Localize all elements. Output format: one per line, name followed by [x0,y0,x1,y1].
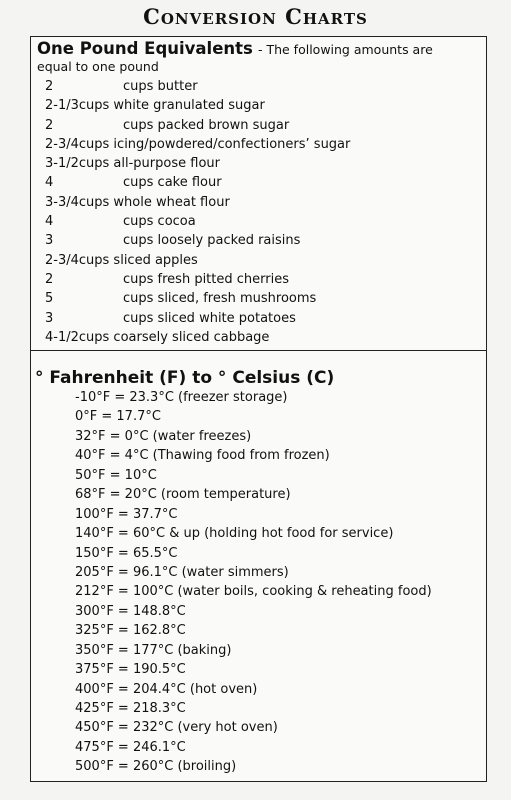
amount: 4 [45,214,54,230]
list-item: 50°F = 10°C [75,467,157,483]
amount: 5 [45,291,54,307]
page-title: Conversion Charts [143,4,368,29]
list-item: -10°F = 23.3°C (freezer storage) [75,390,288,405]
temperature-list [75,388,482,777]
list-item: 300°F = 148.8°C [75,603,186,619]
list-item: 0°F = 17.7°C [75,409,161,425]
amount: 3-3/4cups [45,194,110,210]
item: whole wheat flour [109,194,230,210]
item: icing/powdered/confectioners’ sugar [109,136,351,152]
list-item [45,328,480,347]
list-item [45,231,480,250]
amount: 2-1/3cups [45,98,110,114]
item: cups packed brown sugar [123,117,290,133]
list-item: 100°F = 37.7°C [75,506,178,522]
equivalents-list [45,77,480,347]
list-item: 325°F = 162.8°C [75,623,186,639]
amount: 2 [45,79,54,94]
list-item: 32°F = 0°C (water freezes) [75,428,252,444]
section-subtitle-continued: equal to one pound [37,59,159,74]
list-item [45,135,480,154]
list-item [45,309,480,328]
section-title: One Pound Equivalents [37,39,253,58]
list-item: 150°F = 65.5°C [75,545,178,561]
item: coarsely sliced cabbage [109,329,270,345]
list-item [45,173,480,192]
list-item [45,212,480,231]
amount: 4 [45,175,54,191]
list-item: 400°F = 204.4°C (hot oven) [75,681,258,697]
list-item [45,154,480,173]
amount: 2 [45,271,54,287]
item: cups loosely packed raisins [123,233,301,249]
list-item [45,193,480,212]
amount: 3 [45,310,54,326]
item: cups fresh pitted cherries [123,271,289,287]
list-item [45,116,480,135]
item: cups sliced white potatoes [123,310,296,326]
section-title: ° Fahrenheit (F) to ° Celsius (C) [35,368,335,388]
list-item [45,289,480,308]
amount: 3 [45,233,54,249]
list-item: 425°F = 218.3°C [75,701,186,716]
amount: 2-3/4cups [45,136,110,152]
item: cups sliced, fresh mushrooms [123,291,317,307]
list-item [45,251,480,270]
item: cups cocoa [123,214,196,230]
section-subtitle: - The following amounts are [257,42,433,57]
list-item: 212°F = 100°C (water boils, cooking & reheating food) [75,584,432,600]
list-item: 140°F = 60°C & up (holding hot food for service) [75,526,394,542]
amount: 4-1/2cups [45,329,110,345]
amount: 2-3/4cups [45,252,110,268]
item: cups butter [123,79,198,94]
list-item: 40°F = 4°C (Thawing food from frozen) [75,448,330,464]
item: cups cake flour [123,175,222,191]
temperature-conversion-section [30,350,487,782]
list-item: 500°F = 260°C (broiling) [75,759,237,775]
item: all-purpose flour [109,156,220,172]
amount: 2 [45,117,54,133]
list-item: 375°F = 190.5°C [75,662,186,678]
list-item: 350°F = 177°C (baking) [75,642,232,658]
list-item [45,77,480,96]
list-item: 450°F = 232°C (very hot oven) [75,720,278,736]
one-pound-equivalents-section [30,36,487,352]
amount: 3-1/2cups [45,156,110,172]
list-item: 68°F = 20°C (room temperature) [75,487,291,503]
list-item [45,270,480,289]
section-header [37,40,480,76]
item: sliced apples [109,252,198,268]
item: white granulated sugar [109,98,265,114]
list-item [45,96,480,115]
list-item: 475°F = 246.1°C [75,739,186,755]
list-item: 205°F = 96.1°C (water simmers) [75,564,289,580]
